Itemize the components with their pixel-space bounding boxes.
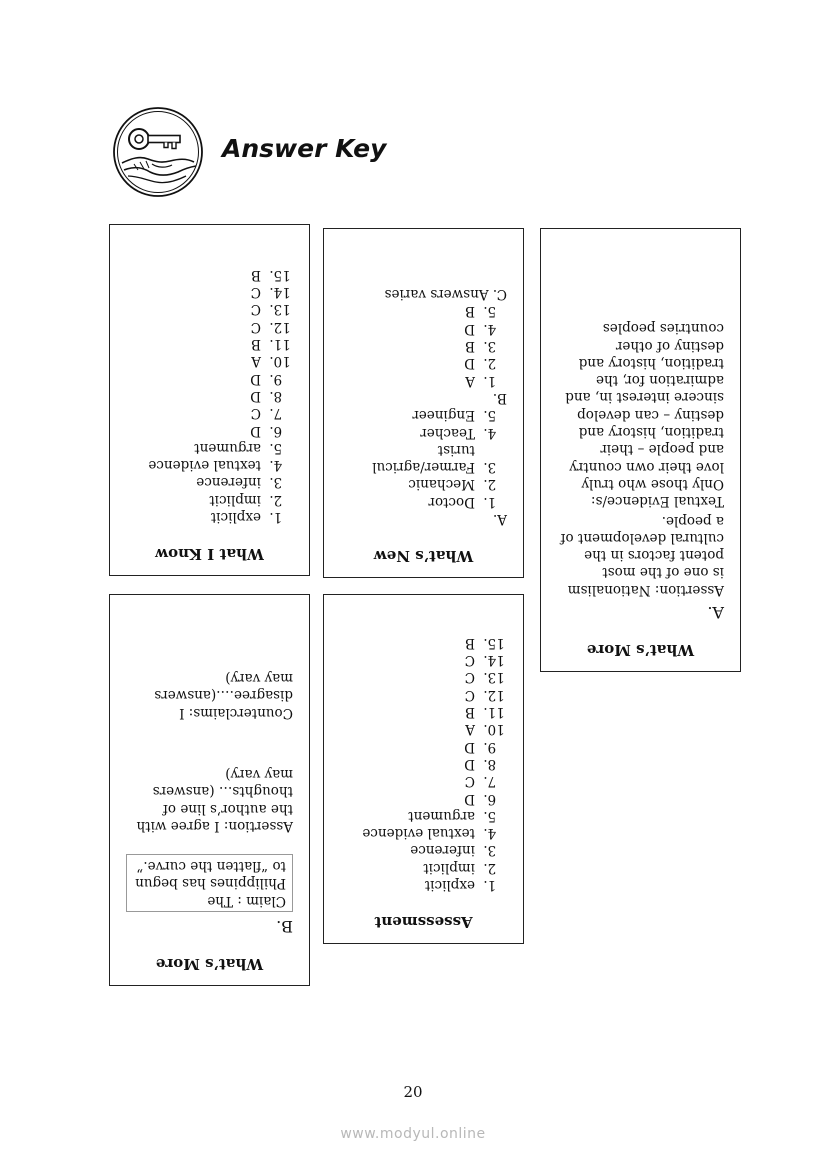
key-in-hand-icon bbox=[112, 106, 204, 198]
section-c-text: C. Answers varies bbox=[384, 286, 507, 303]
whats-more-a-box bbox=[540, 228, 741, 672]
list-item: 10. A bbox=[126, 352, 265, 369]
list-item: 1. explicit bbox=[340, 876, 479, 893]
list-item: 6. D bbox=[126, 421, 265, 438]
list-item: 2. implicit bbox=[126, 490, 265, 507]
list-item: 2. implicit bbox=[340, 858, 479, 875]
list-item: 10. A bbox=[340, 720, 479, 737]
assertion-text: Assertion: Nationalism is one of the most potent factors in the cultural development of a people. bbox=[560, 512, 724, 598]
whats-more-a-heading: What’s More bbox=[586, 641, 695, 659]
list-item: 4. D bbox=[340, 319, 479, 336]
assessment-list bbox=[340, 634, 507, 893]
watermark: www.modyul.online bbox=[340, 1126, 486, 1142]
list-item: 4. Teacher bbox=[340, 423, 479, 440]
assertion-text: Assertion: I agree with the author’s line of thoughts… (answers may vary) bbox=[136, 765, 293, 834]
whats-more-b-box bbox=[109, 594, 310, 986]
list-item: 15. B bbox=[126, 266, 265, 283]
list-item: 4. textual evidence bbox=[340, 824, 479, 841]
list-item: 13. C bbox=[126, 300, 265, 317]
list-item: 7. C bbox=[126, 404, 265, 421]
list-item: 3. inference bbox=[340, 841, 479, 858]
list-item: 3. Farmer/agricul turist bbox=[365, 441, 479, 476]
list-item: 11. B bbox=[126, 335, 265, 352]
counterclaims-text: Counterclaims: I disagree….(answers may vary) bbox=[154, 670, 293, 721]
list-item: 12. C bbox=[340, 685, 479, 702]
occupations-list bbox=[340, 406, 507, 510]
list-item: 3. B bbox=[340, 337, 479, 354]
list-item: 5. argument bbox=[340, 807, 479, 824]
list-item: 6. D bbox=[340, 789, 479, 806]
list-item: 15. B bbox=[340, 634, 479, 651]
list-item: 2. Mechanic bbox=[340, 475, 479, 492]
list-item: 13. C bbox=[340, 668, 479, 685]
what-i-know-list bbox=[126, 266, 293, 525]
list-item: 2. D bbox=[340, 354, 479, 371]
list-item: 7. C bbox=[340, 772, 479, 789]
list-item: 1. A bbox=[340, 371, 479, 388]
list-item: 1. explicit bbox=[126, 508, 265, 525]
list-item: 5. B bbox=[340, 302, 479, 319]
what-i-know-heading: What I Know bbox=[155, 545, 264, 563]
list-item: 12. C bbox=[126, 317, 265, 334]
section-b-label: B. bbox=[492, 389, 507, 406]
whats-new-heading: What’s New bbox=[373, 547, 474, 565]
claim-box bbox=[126, 854, 293, 912]
list-item: 14. C bbox=[340, 651, 479, 668]
page-number: 20 bbox=[403, 1083, 423, 1101]
page-title: Answer Key bbox=[222, 134, 387, 163]
what-i-know-box bbox=[109, 224, 310, 576]
list-item: 8. D bbox=[340, 755, 479, 772]
section-a-label: A. bbox=[492, 511, 507, 527]
list-item: 1. Doctor bbox=[340, 492, 479, 509]
list-item: 8. D bbox=[126, 387, 265, 404]
whats-more-b-heading: What’s More bbox=[155, 955, 264, 973]
answers-b-list bbox=[340, 302, 507, 388]
list-item: 3. inference bbox=[126, 473, 265, 490]
textual-evidence-text: Textual Evidence/s: Only those who truly love their own country and people – their tradition, history and destiny – can develop sincere interest in, and admiration for, the tradition, history and destiny of other countries peoples bbox=[565, 320, 724, 510]
assessment-heading: Assessment bbox=[374, 913, 473, 931]
assessment-box bbox=[323, 594, 524, 944]
list-item: 5. Engineer bbox=[340, 406, 479, 423]
list-item: 5. argument bbox=[126, 439, 265, 456]
whats-new-box bbox=[323, 228, 524, 578]
list-item: 14. C bbox=[126, 283, 265, 300]
list-item: 9. D bbox=[126, 369, 265, 386]
section-a-label: A. bbox=[707, 603, 724, 622]
section-b-label: B. bbox=[276, 917, 293, 936]
list-item: 11. B bbox=[340, 703, 479, 720]
list-item: 9. D bbox=[340, 737, 479, 754]
list-item: 4. textual evidence bbox=[126, 456, 265, 473]
claim-text: Claim : The Philippines has begun to “flatten the curve.” bbox=[135, 858, 286, 909]
